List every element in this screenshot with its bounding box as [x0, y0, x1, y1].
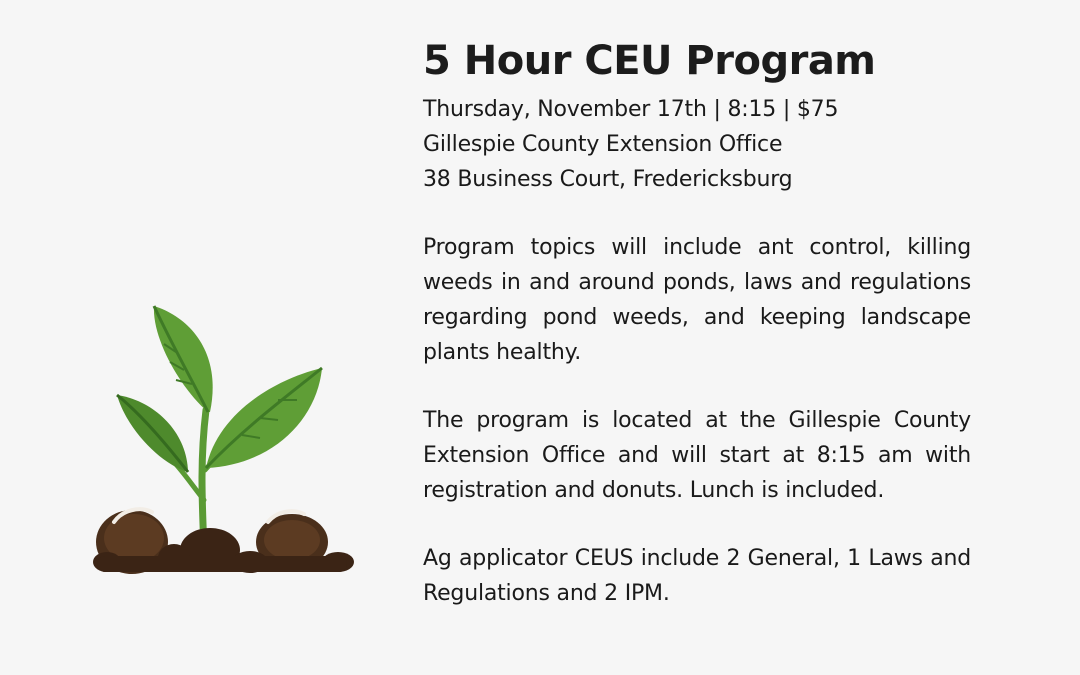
program-location-paragraph: The program is located at the Gillespie County Extension Office and will start at 8:15 am with registration and donuts. Lunch is included. — [423, 408, 971, 503]
event-address: 38 Business Court, Fredericksburg — [423, 167, 793, 192]
program-topics-paragraph: Program topics will include ant control, killing weeds in and around ponds, laws and regulations regarding pond weeds, and keeping landscape plants healthy. — [423, 235, 971, 365]
page-title: 5 Hour CEU Program — [423, 38, 876, 84]
event-venue: Gillespie County Extension Office — [423, 132, 783, 157]
seedling-icon — [92, 300, 357, 580]
program-details — [423, 34, 971, 611]
ceu-credits-paragraph: Ag applicator CEUS include 2 General, 1 Laws and Regulations and 2 IPM. — [423, 546, 971, 606]
event-date-time-price: Thursday, November 17th | 8:15 | $75 — [423, 97, 839, 122]
